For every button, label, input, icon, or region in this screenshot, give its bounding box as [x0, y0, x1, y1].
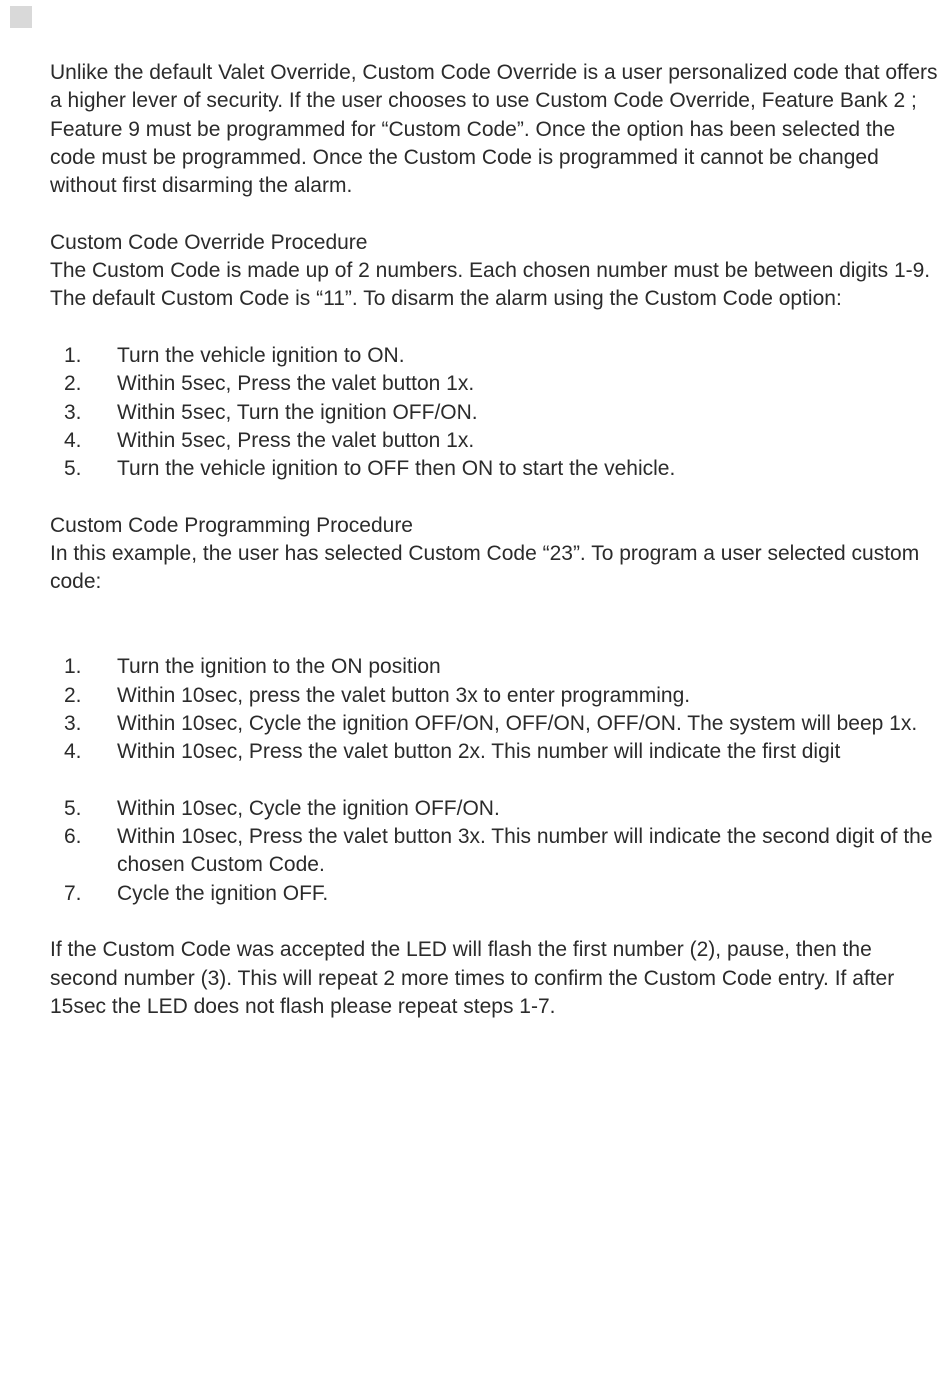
step-text: Turn the vehicle ignition to OFF then ON to start the vehicle.	[117, 457, 676, 481]
list-item	[50, 710, 942, 738]
step-number: 2.	[64, 372, 82, 396]
blank-line	[50, 625, 942, 653]
step-number: 2.	[64, 683, 82, 707]
step-number: 6.	[64, 825, 82, 849]
step-number: 1.	[64, 343, 82, 367]
step-number: 7.	[64, 881, 82, 905]
list-item	[50, 823, 942, 880]
list-item	[50, 370, 942, 398]
list-item	[50, 427, 942, 455]
override-steps-list	[50, 342, 942, 483]
intro-paragraph: Unlike the default Valet Override, Custom Code Override is a user personalized code that offers a higher lever of security. If the user chooses to use Custom Code Override, Feature Bank 2 ; Feature 9 must be programmed for “Custom Code”. Once the option has been selected the code must be programmed. Once the Custom Code is programmed it cannot be changed without first disarming the alarm.	[50, 61, 938, 198]
list-item	[50, 880, 942, 908]
list-item	[50, 455, 942, 483]
step-text: Within 10sec, press the valet button 3x to enter programming.	[117, 683, 691, 707]
closing-paragraph: If the Custom Code was accepted the LED will flash the first number (2), pause, then the second number (3). This will repeat 2 more times to confirm the Custom Code entry. If after 15sec the LED does not flash please repeat steps 1-7.	[50, 938, 895, 1018]
step-number: 5.	[64, 457, 82, 481]
step-number: 4.	[64, 428, 82, 452]
step-text: Within 5sec, Press the valet button 1x.	[117, 428, 475, 452]
blank-line	[50, 597, 942, 625]
programming-section	[50, 512, 942, 908]
step-text: Within 10sec, Press the valet button 3x. This number will indicate the second digit of the chosen Custom Code.	[117, 825, 933, 877]
programming-steps-list	[50, 653, 942, 908]
list-item	[50, 738, 942, 795]
override-heading: Custom Code Override Procedure	[50, 230, 368, 254]
override-section	[50, 229, 942, 484]
programming-body: In this example, the user has selected Custom Code “23”. To program a user selected custom code:	[50, 542, 920, 594]
step-text: Within 10sec, Press the valet button 2x. This number will indicate the first digit	[117, 740, 841, 764]
list-item	[50, 399, 942, 427]
step-text: Within 5sec, Press the valet button 1x.	[117, 372, 475, 396]
step-number: 3.	[64, 400, 82, 424]
step-text: Turn the vehicle ignition to ON.	[117, 343, 405, 367]
list-item	[50, 653, 942, 681]
list-item	[50, 795, 942, 823]
override-body: The Custom Code is made up of 2 numbers. Each chosen number must be between digits 1-9. The default Custom Code is “11”. To disarm the alarm using the Custom Code option:	[50, 259, 931, 311]
page-corner-mark	[10, 6, 32, 28]
step-text: Turn the ignition to the ON position	[117, 655, 441, 679]
step-number: 4.	[64, 740, 82, 764]
step-number: 1.	[64, 655, 82, 679]
programming-heading: Custom Code Programming Procedure	[50, 513, 413, 537]
step-text: Within 10sec, Cycle the ignition OFF/ON, OFF/ON, OFF/ON. The system will beep 1x.	[117, 711, 918, 735]
step-number: 3.	[64, 711, 82, 735]
step-text: Within 10sec, Cycle the ignition OFF/ON.	[117, 796, 500, 820]
step-number: 5.	[64, 796, 82, 820]
list-item	[50, 342, 942, 370]
list-item	[50, 682, 942, 710]
document-page	[50, 59, 942, 1021]
step-text: Cycle the ignition OFF.	[117, 881, 329, 905]
step-text: Within 5sec, Turn the ignition OFF/ON.	[117, 400, 478, 424]
